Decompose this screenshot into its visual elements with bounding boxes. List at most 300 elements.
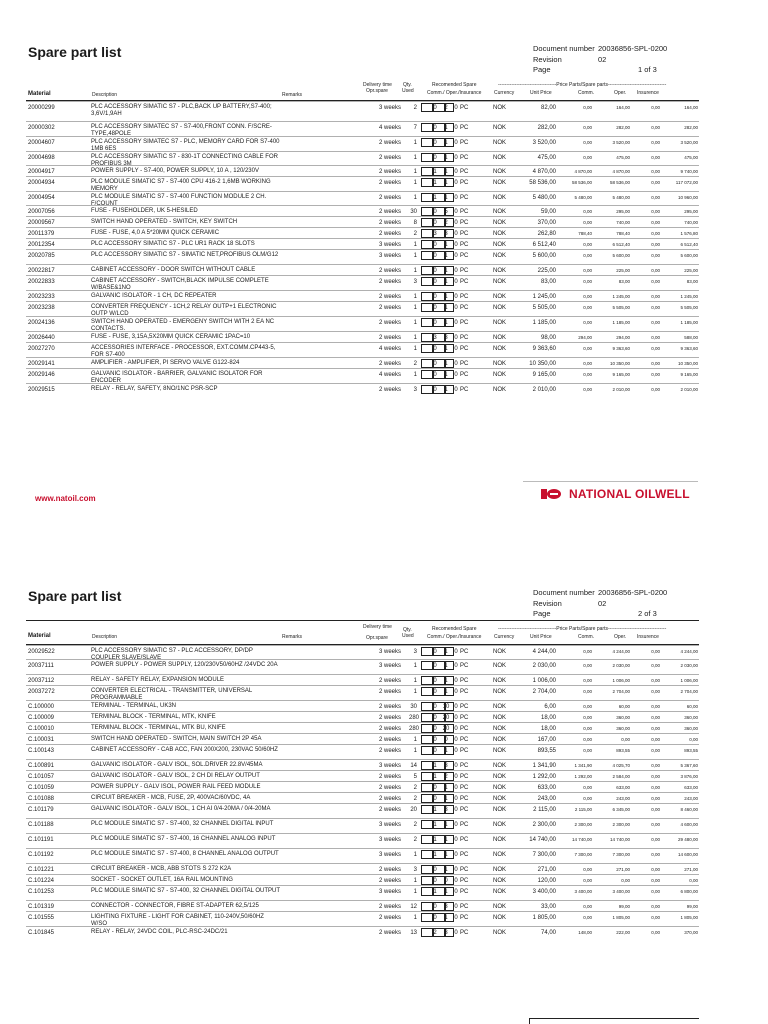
price-total-cell: 1 185,00 (680, 320, 698, 325)
table-row (26, 926, 699, 937)
table-row (26, 301, 699, 316)
table-row (26, 863, 699, 874)
price-oper-cell: 0,00 (621, 878, 630, 883)
spare-comm-cell: 1 (433, 763, 437, 769)
price-insurance-cell: 0,00 (651, 704, 660, 709)
description-cell: TERMINAL BLOCK - TERMINAL, MTK BU, KNIFE (91, 725, 226, 731)
spare-comm-cell: 1 (433, 169, 437, 175)
table-row (26, 645, 699, 659)
delivery-cell: 2 weeks (379, 878, 402, 884)
revision-label: Revision (533, 54, 562, 64)
table-row (26, 685, 699, 700)
spare-oper-cell: 20 (442, 715, 450, 721)
table-row (26, 885, 699, 900)
table-header-2 (26, 622, 699, 642)
unit-cell: PC (460, 220, 469, 226)
price-insurance-cell: 0,00 (651, 231, 660, 236)
price-total-cell: 4 600,00 (680, 822, 698, 827)
spare-oper-cell: 1 (444, 279, 448, 285)
price-total-cell: 360,00 (684, 715, 698, 720)
material-cell: C.101059 (28, 785, 55, 791)
qty-used-cell: 2 (413, 361, 417, 367)
price-total-cell: 588,00 (684, 335, 698, 340)
spare-insurance-cell: 0 (454, 915, 458, 921)
currency-cell: NOK (493, 320, 507, 326)
spare-insurance-cell: 0 (454, 715, 458, 721)
unit-price-cell: 6 512,40 (532, 242, 556, 248)
description-cell: PLC ACCESSORY SIMATIC S7 - SIMATIC NET,PROFIBUS OLM/G12 (91, 252, 279, 258)
col-used: Used (402, 88, 414, 94)
material-cell: C.100010 (28, 726, 55, 732)
price-total-cell: 360,00 (684, 726, 698, 731)
unit-price-cell: 82,00 (540, 105, 556, 111)
price-comm-cell: 0,00 (583, 105, 592, 110)
unit-cell: PC (460, 242, 469, 248)
price-comm-cell: 0,00 (583, 305, 592, 310)
unit-cell: PC (460, 649, 469, 655)
currency-cell: NOK (493, 279, 507, 285)
revision: 02 (598, 54, 607, 64)
price-total-cell: 5 367,60 (680, 763, 698, 768)
spare-oper-cell: 1 (444, 867, 448, 873)
price-total-cell: 243,00 (684, 796, 698, 801)
spare-comm-cell: 2 (433, 930, 437, 936)
unit-cell: PC (460, 140, 469, 146)
spare-comm-cell: 0 (433, 678, 437, 684)
spare-insurance-cell: 0 (454, 320, 458, 326)
spare-comm-cell: 0 (433, 715, 437, 721)
spare-comm-cell: 0 (433, 140, 437, 146)
delivery-cell: 4 weeks (379, 346, 402, 352)
spare-oper-cell: 1 (444, 361, 448, 367)
price-oper-cell: 83,00 (618, 279, 630, 284)
table-row (26, 900, 699, 911)
unit-price-cell: 2 704,00 (532, 689, 556, 695)
currency-cell: NOK (493, 242, 507, 248)
description-cell: LIGHTING FIXTURE - LIGHT FOR CABINET, 110-240V,50/60HZ W/SO (91, 914, 264, 927)
delivery-cell: 2 weeks (379, 361, 402, 367)
col-delivery: Delivery time (363, 624, 392, 630)
material-cell: C.101191 (28, 837, 54, 843)
qty-used-cell: 1 (413, 372, 417, 378)
price-total-cell: 0,00 (689, 737, 698, 742)
currency-cell: NOK (493, 220, 507, 226)
qty-used-cell: 2 (413, 822, 417, 828)
col-description: Description (92, 634, 118, 640)
col-comm: Comm. (578, 634, 595, 640)
price-insurance-cell: 0,00 (651, 372, 660, 377)
currency-cell: NOK (493, 785, 507, 791)
description-cell: TERMINAL - TERMINAL, UK3N (91, 703, 177, 709)
price-oper-cell: 14 740,00 (609, 837, 630, 842)
price-insurance-cell: 0,00 (651, 837, 660, 842)
spare-insurance-cell: 0 (454, 361, 458, 367)
description-cell: POWER SUPPLY - S7-400, POWER SUPPLY, 10 A , 120/230V (91, 168, 259, 174)
price-comm-cell: 1 341,90 (574, 763, 592, 768)
qty-used-cell: 1 (413, 748, 417, 754)
qty-used-cell: 3 (413, 867, 417, 873)
material-cell: 20004954 (28, 195, 55, 201)
price-total-cell: 282,00 (684, 125, 698, 130)
col-material: Material (28, 91, 51, 97)
description-cell: PLC MODULE SIMATIC S7 - S7-400, 32 CHANNEL DIGITAL OUTPUT (91, 888, 281, 894)
spare-oper-cell: 1 (444, 305, 448, 311)
price-total-cell: 271,00 (684, 867, 698, 872)
qty-used-cell: 7 (413, 125, 417, 131)
doc-number: 20036856-SPL-0200 (598, 588, 668, 597)
material-cell: 20037272 (28, 689, 55, 695)
price-total-cell: 4 244,00 (680, 649, 698, 654)
company-logo (523, 481, 698, 505)
spare-oper-cell: 3 (444, 231, 448, 237)
material-cell: 20026440 (28, 335, 55, 341)
unit-price-cell: 225,00 (537, 268, 556, 274)
description-cell: CABINET ACCESSORY - DOOR SWITCH WITHOUT CABLE (91, 267, 256, 273)
delivery-cell: 2 weeks (379, 220, 402, 226)
price-oper-cell: 271,00 (616, 867, 630, 872)
spare-comm-cell: 0 (433, 904, 437, 910)
delivery-cell: 2 weeks (379, 748, 402, 754)
material-cell: 20023238 (28, 305, 55, 311)
spare-insurance-cell: 0 (454, 930, 458, 936)
description-cell: CIRCUIT BREAKER - MCB, ABB STOTS S 272 K2A (91, 866, 232, 872)
spare-comm-cell: 1 (433, 852, 437, 858)
col-opr-spare: Opr.spare (366, 88, 388, 94)
currency-cell: NOK (493, 748, 507, 754)
unit-price-cell: 2 030,00 (532, 663, 556, 669)
price-oper-cell: 475,00 (616, 155, 630, 160)
table-row (26, 803, 699, 818)
unit-price-cell: 3 400,00 (532, 889, 556, 895)
unit-price-cell: 1 185,00 (532, 320, 556, 326)
spare-oper-cell: 1 (444, 649, 448, 655)
spare-oper-cell: 1 (444, 837, 448, 843)
unit-cell: PC (460, 294, 469, 300)
currency-cell: NOK (493, 294, 507, 300)
price-insurance-cell: 0,00 (651, 785, 660, 790)
currency-cell: NOK (493, 140, 507, 146)
qty-used-cell: 3 (413, 387, 417, 393)
price-oper-cell: 788,40 (616, 231, 630, 236)
page-label: Page (533, 609, 551, 618)
price-total-cell: 740,00 (684, 220, 698, 225)
price-insurance-cell: 0,00 (651, 889, 660, 894)
spare-comm-cell: 0 (433, 796, 437, 802)
table-row (26, 722, 699, 733)
material-cell: 20004917 (28, 169, 55, 175)
table-row (26, 275, 699, 290)
price-total-cell: 225,00 (684, 268, 698, 273)
material-cell: C.101845 (28, 930, 55, 936)
spare-insurance-cell: 0 (454, 253, 458, 259)
spare-comm-cell: 0 (433, 320, 437, 326)
description-cell: SWITCH HAND OPERATED - SWITCH, KEY SWITCH (91, 219, 238, 225)
unit-price-cell: 282,00 (537, 125, 556, 131)
spare-insurance-cell: 0 (454, 689, 458, 695)
spare-oper-cell: 2 (444, 105, 448, 111)
spare-insurance-cell: 0 (454, 649, 458, 655)
currency-cell: NOK (493, 180, 507, 186)
col-price-parts: -----------------------------------Price Parts/Spare parts----------------------------------- (498, 82, 667, 88)
delivery-cell: 2 weeks (379, 209, 402, 215)
footer-url[interactable]: www.natoil.com (35, 494, 96, 503)
currency-cell: NOK (493, 774, 507, 780)
price-total-cell: 83,00 (686, 279, 698, 284)
spare-comm-cell: 1 (433, 195, 437, 201)
table-row (26, 368, 699, 383)
material-cell: 20020785 (28, 253, 55, 259)
spare-insurance-cell: 0 (454, 125, 458, 131)
unit-price-cell: 167,00 (537, 737, 556, 743)
page-title: Spare part list (28, 44, 122, 60)
description-cell: PLC MODULE SIMATIC S7 - S7-400, 32 CHANNEL DIGITAL INPUT (91, 821, 274, 827)
spare-oper-cell: 1 (444, 796, 448, 802)
price-total-cell: 8 460,00 (680, 807, 698, 812)
qty-used-cell: 2 (413, 231, 417, 237)
description-cell: SWITCH HAND OPERATED - EMERGENY SWITCH WITH 2 EA NC CONTACTS. (91, 319, 275, 332)
spare-insurance-cell: 0 (454, 105, 458, 111)
unit-price-cell: 243,00 (537, 796, 556, 802)
unit-price-cell: 893,55 (537, 748, 556, 754)
spare-insurance-cell: 0 (454, 852, 458, 858)
spare-oper-cell: 1 (444, 320, 448, 326)
spare-insurance-cell: 0 (454, 231, 458, 237)
currency-cell: NOK (493, 195, 507, 201)
description-cell: CONVERTER ELECTRICAL - TRANSMITTER, UNIVERSAL PROGRAMMABLE (91, 688, 253, 701)
price-comm-cell: 0,00 (583, 346, 592, 351)
price-comm-cell: 0,00 (583, 268, 592, 273)
material-cell: C.101319 (28, 904, 55, 910)
unit-cell: PC (460, 195, 469, 201)
unit-cell: PC (460, 796, 469, 802)
material-cell: C.101088 (28, 796, 55, 802)
price-oper-cell: 7 300,00 (612, 852, 630, 857)
currency-cell: NOK (493, 852, 507, 858)
unit-price-cell: 475,00 (537, 155, 556, 161)
price-oper-cell: 0,00 (621, 737, 630, 742)
spare-oper-cell: 3 (444, 930, 448, 936)
currency-cell: NOK (493, 715, 507, 721)
spare-comm-cell: 1 (433, 837, 437, 843)
material-cell: C.101224 (28, 878, 55, 884)
material-cell: 20009567 (28, 220, 55, 226)
price-comm-cell: 0,00 (583, 242, 592, 247)
description-cell: TERMINAL BLOCK - TERMINAL, MTK, KNIFE (91, 714, 216, 720)
price-insurance-cell: 0,00 (651, 689, 660, 694)
price-oper-cell: 360,00 (616, 726, 630, 731)
qty-used-cell: 20 (410, 807, 417, 813)
delivery-cell: 3 weeks (379, 822, 402, 828)
spare-comm-cell: 0 (433, 294, 437, 300)
price-insurance-cell: 0,00 (651, 796, 660, 801)
qty-used-cell: 1 (413, 242, 417, 248)
spare-comm-cell: 1 (433, 180, 437, 186)
price-oper-cell: 893,55 (616, 748, 630, 753)
table-row (26, 216, 699, 227)
description-cell: PLC ACCESSORY SIMATIC S7 - PLC UR1 RACK 18 SLOTS (91, 241, 255, 247)
document-info-2 (533, 588, 713, 620)
price-total-cell: 5 600,00 (680, 253, 698, 258)
description-cell: PLC ACCESSORY SIMATEC S7 - S7-400,FRONT CONN. F/SCRE-TYPE,48POLE (91, 124, 272, 137)
price-comm-cell: 3 400,00 (574, 889, 592, 894)
price-insurance-cell: 0,00 (651, 678, 660, 683)
price-total-cell: 3 876,00 (680, 774, 698, 779)
description-cell: GALVANIC ISOLATOR - 1 CH, DC REPEATER (91, 293, 217, 299)
col-remarks: Remarks (282, 634, 303, 640)
table-row (26, 238, 699, 249)
price-comm-cell: 0,00 (583, 904, 592, 909)
spare-comm-cell: 0 (433, 125, 437, 131)
price-insurance-cell: 0,00 (651, 915, 660, 920)
unit-price-cell: 4 870,00 (532, 169, 556, 175)
unit-price-cell: 5 505,00 (532, 305, 556, 311)
unit-cell: PC (460, 915, 469, 921)
spare-comm-cell: 0 (433, 209, 437, 215)
delivery-cell: 2 weeks (379, 335, 402, 341)
currency-cell: NOK (493, 704, 507, 710)
description-cell: CIRCUIT BREAKER - MCB, FUSE, 2P, 400VAC/60VDC, 4A (91, 795, 251, 801)
description-cell: PLC ACCESSORY SIMATEC S7 - PLC, MEMORY CARD FOR S7-400 1MB 6ES (91, 139, 280, 152)
table-row (26, 331, 699, 342)
price-comm-cell: 0,00 (583, 748, 592, 753)
price-oper-cell: 2 010,00 (612, 387, 630, 392)
spare-comm-cell: 0 (433, 737, 437, 743)
description-cell: SWITCH HAND OPERATED - SWITCH, MAIN SWITCH 2P 45A (91, 736, 262, 742)
spare-oper-cell: 5 (444, 209, 448, 215)
price-insurance-cell: 0,00 (651, 878, 660, 883)
spare-oper-cell: 1 (444, 372, 448, 378)
delivery-cell: 2 weeks (379, 155, 402, 161)
spare-comm-cell: 3 (433, 231, 437, 237)
price-total-cell: 99,00 (686, 904, 698, 909)
currency-cell: NOK (493, 155, 507, 161)
unit-cell: PC (460, 678, 469, 684)
unit-price-cell: 7 300,00 (532, 852, 556, 858)
unit-cell: PC (460, 822, 469, 828)
price-insurance-cell: 0,00 (651, 305, 660, 310)
table-row (26, 316, 699, 331)
unit-price-cell: 18,00 (540, 715, 556, 721)
qty-used-cell: 1 (413, 294, 417, 300)
unit-price-cell: 58 536,00 (529, 180, 556, 186)
page-3-edge-tick (529, 1018, 530, 1024)
price-total-cell: 29 480,00 (677, 837, 698, 842)
spare-comm-cell: 0 (433, 785, 437, 791)
spare-insurance-cell: 0 (454, 294, 458, 300)
description-cell: RELAY - RELAY, 24VDC COIL, PLC-RSC-24DC/21 (91, 929, 228, 935)
currency-cell: NOK (493, 335, 507, 341)
price-comm-cell: 7 300,00 (574, 852, 592, 857)
qty-used-cell: 13 (410, 930, 417, 936)
price-insurance-cell: 0,00 (651, 748, 660, 753)
material-cell: C.101555 (28, 915, 55, 921)
qty-used-cell: 2 (413, 837, 417, 843)
currency-cell: NOK (493, 822, 507, 828)
description-cell: GALVANIC ISOLATOR - GALV ISOL, 1 CH AI 0/4-20MA / 0/4-20MA (91, 806, 271, 812)
price-total-cell: 10 960,00 (677, 195, 698, 200)
table-row (26, 818, 699, 833)
unit-price-cell: 59,00 (540, 209, 556, 215)
delivery-cell: 2 weeks (379, 180, 402, 186)
unit-cell: PC (460, 930, 469, 936)
currency-cell: NOK (493, 807, 507, 813)
price-comm-cell: 788,40 (578, 231, 592, 236)
spare-oper-cell: 1 (444, 889, 448, 895)
price-comm-cell: 0,00 (583, 785, 592, 790)
spare-insurance-cell: 0 (454, 867, 458, 873)
description-cell: CABINET ACCESSORY - CAB ACC, FAN 200X200, 230VAC 50/60HZ (91, 747, 278, 753)
price-oper-cell: 4 870,00 (612, 169, 630, 174)
col-delivery: Delivery time (363, 82, 392, 88)
price-total-cell: 164,00 (684, 105, 698, 110)
qty-used-cell: 1 (413, 737, 417, 743)
unit-price-cell: 83,00 (540, 279, 556, 285)
spare-insurance-cell: 0 (454, 837, 458, 843)
unit-price-cell: 2 115,00 (533, 807, 556, 813)
qty-used-cell: 8 (413, 220, 417, 226)
col-comm-oper-ins: Comm./ Oper./Insurance (427, 90, 482, 96)
spare-comm-cell: 1 (433, 889, 437, 895)
spare-oper-cell: 20 (442, 726, 450, 732)
price-comm-cell: 14 740,00 (571, 837, 592, 842)
material-cell: 20004607 (28, 140, 55, 146)
qty-used-cell: 280 (409, 715, 420, 721)
spare-comm-cell: 0 (433, 663, 437, 669)
qty-used-cell: 30 (410, 704, 417, 710)
spare-comm-cell: 0 (433, 878, 437, 884)
price-insurance-cell: 0,00 (651, 763, 660, 768)
page-number: 2 of 3 (638, 609, 657, 618)
spare-insurance-cell: 0 (454, 155, 458, 161)
unit-cell: PC (460, 387, 469, 393)
price-oper-cell: 60,00 (618, 704, 630, 709)
price-comm-cell: 294,00 (578, 335, 592, 340)
page-3-edge (529, 1018, 699, 1019)
qty-used-cell: 2 (413, 796, 417, 802)
qty-used-cell: 1 (413, 305, 417, 311)
delivery-cell: 2 weeks (379, 915, 402, 921)
col-price-parts: -----------------------------------Price Parts/Spare parts----------------------------------- (498, 626, 667, 632)
spare-insurance-cell: 0 (454, 763, 458, 769)
price-comm-cell: 0,00 (583, 737, 592, 742)
spare-insurance-cell: 0 (454, 904, 458, 910)
logo-mark-icon (541, 488, 563, 500)
col-recommended: Recomended Spare (432, 82, 477, 88)
spare-oper-cell: 1 (444, 387, 448, 393)
spare-insurance-cell: 0 (454, 822, 458, 828)
spare-insurance-cell: 0 (454, 889, 458, 895)
price-total-cell: 9 740,00 (680, 169, 698, 174)
qty-used-cell: 1 (413, 852, 417, 858)
col-qty: Qty. (403, 627, 412, 633)
delivery-cell: 2 weeks (379, 140, 402, 146)
unit-cell: PC (460, 737, 469, 743)
unit-cell: PC (460, 125, 469, 131)
unit-price-cell: 633,00 (537, 785, 556, 791)
price-oper-cell: 9 165,00 (612, 372, 630, 377)
description-cell: PLC ACCESSORY SIMATIC S7 - 830-1T CONNECTING CABLE FOR PROFIBUS 3M (91, 154, 278, 167)
delivery-cell: 3 weeks (379, 852, 402, 858)
price-oper-cell: 1 805,00 (612, 915, 630, 920)
currency-cell: NOK (493, 689, 507, 695)
qty-used-cell: 30 (410, 209, 417, 215)
unit-price-cell: 1 245,00 (532, 294, 556, 300)
spare-comm-cell: 0 (433, 867, 437, 873)
price-total-cell: 633,00 (684, 785, 698, 790)
currency-cell: NOK (493, 915, 507, 921)
price-comm-cell: 0,00 (583, 915, 592, 920)
spare-oper-cell: 1 (444, 663, 448, 669)
